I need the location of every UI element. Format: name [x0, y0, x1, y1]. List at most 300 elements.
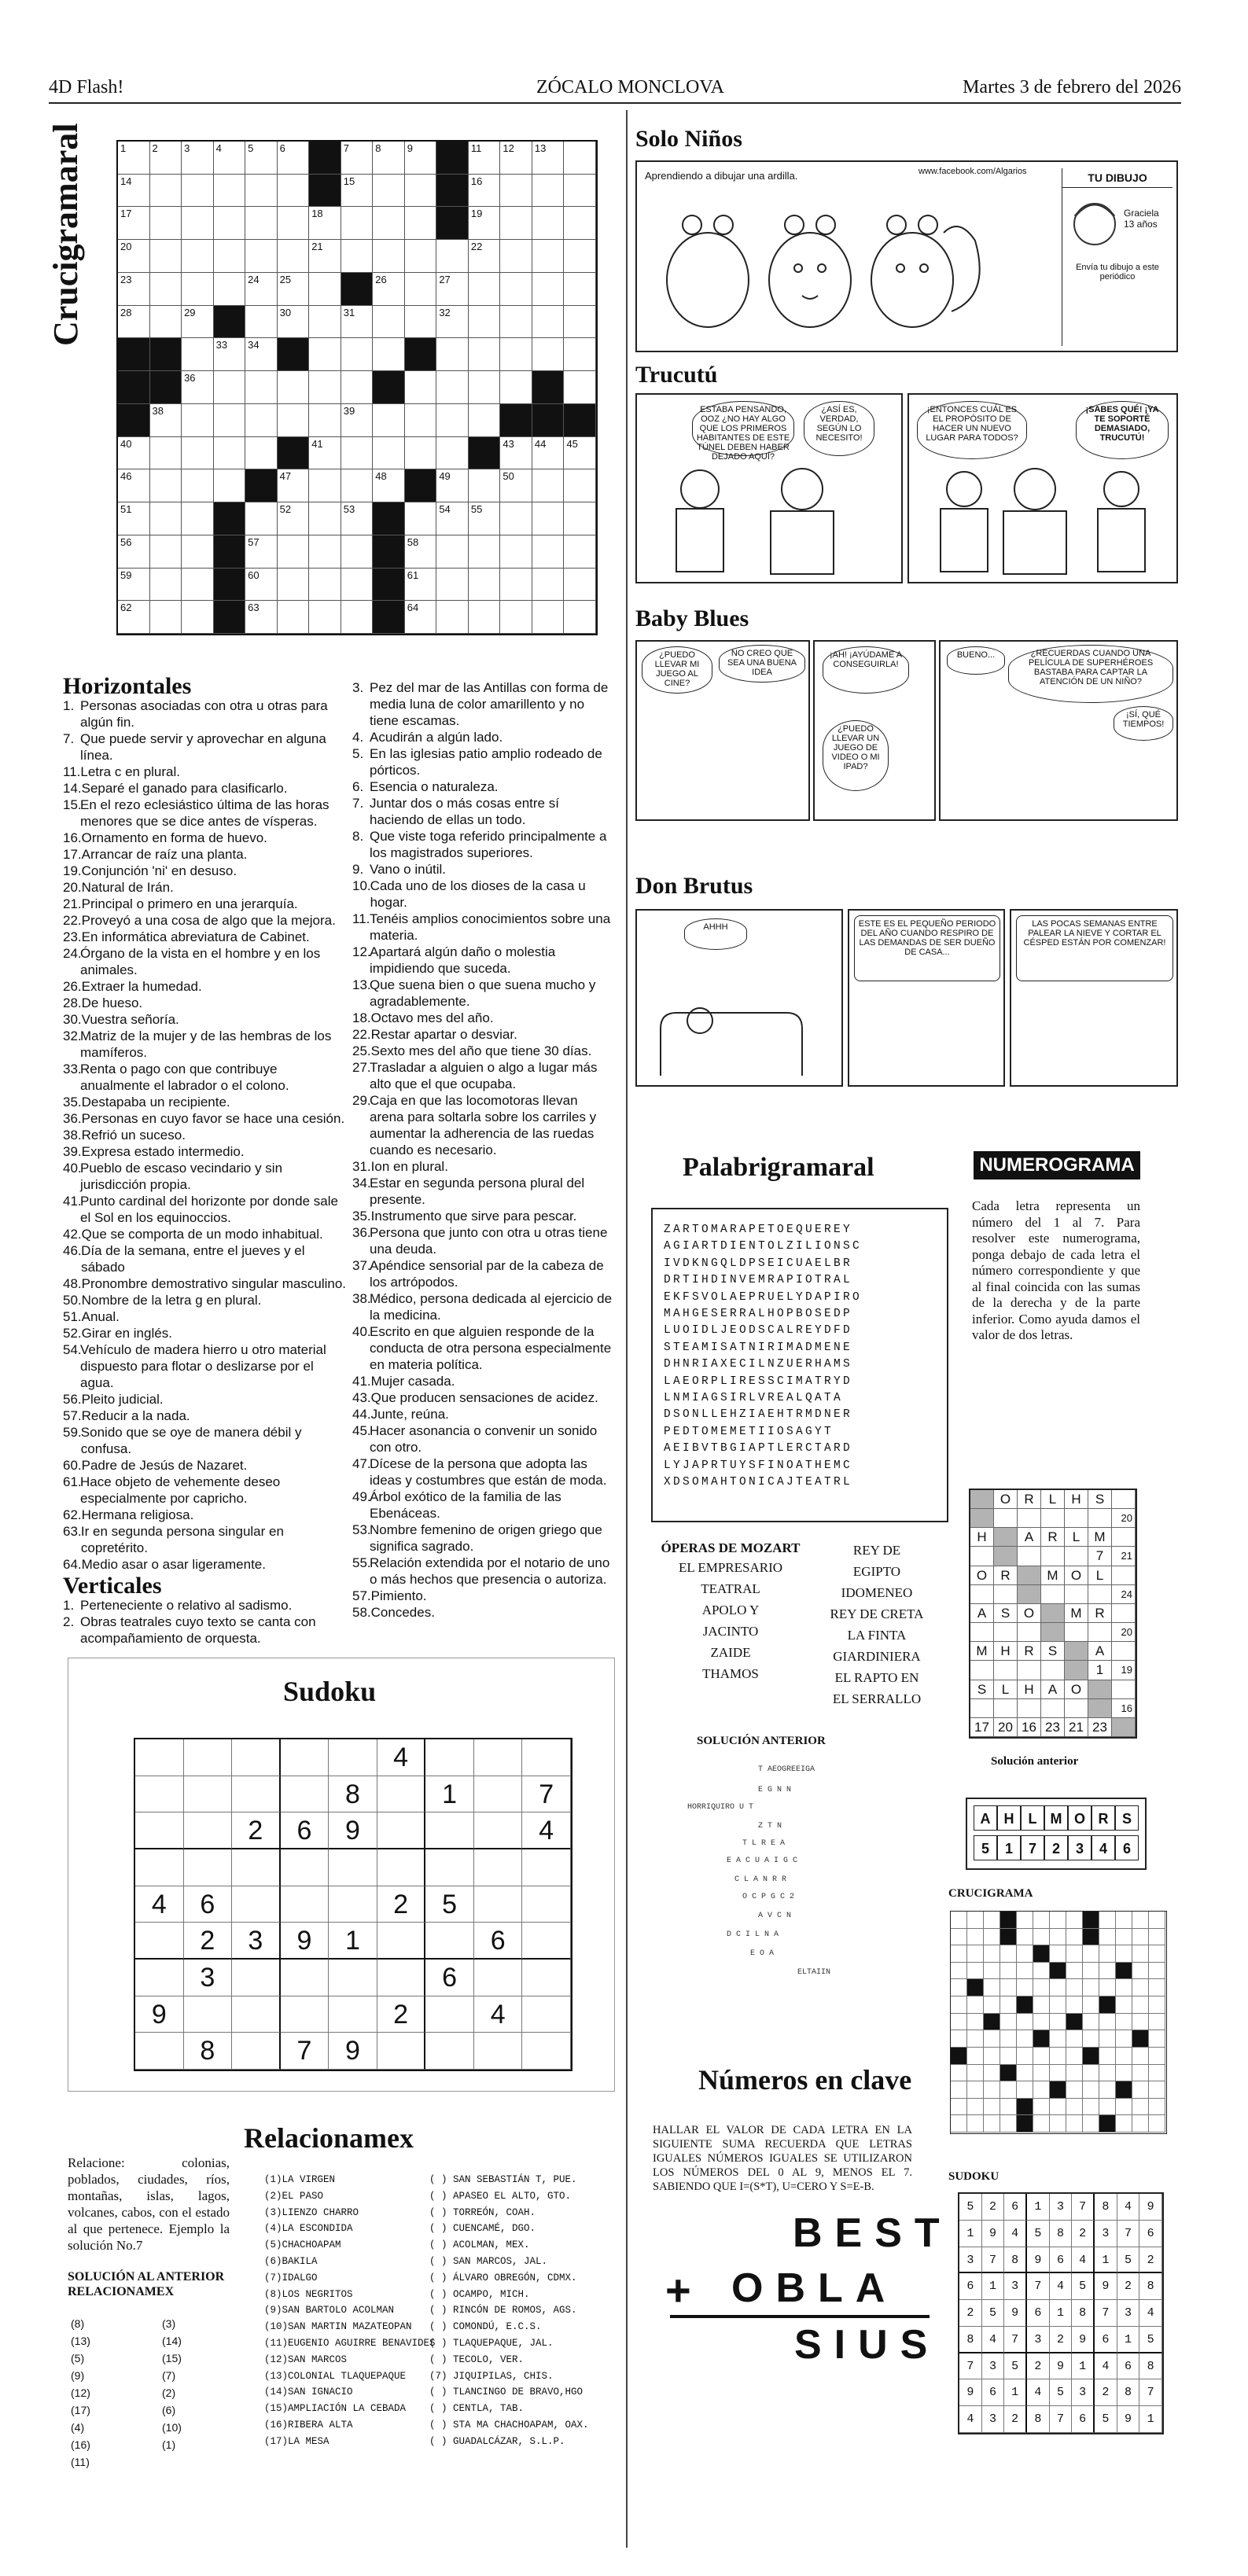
- crossword-cell[interactable]: [150, 601, 182, 634]
- sudoku-cell[interactable]: [281, 1996, 329, 2033]
- sudoku-cell[interactable]: [135, 1776, 184, 1813]
- numerograma-cell[interactable]: [994, 1585, 1018, 1604]
- crossword-cell[interactable]: [564, 569, 596, 602]
- crossword-cell[interactable]: [500, 535, 532, 569]
- crossword-cell[interactable]: [150, 306, 182, 339]
- crossword-cell[interactable]: [182, 437, 214, 470]
- sudoku-cell[interactable]: [135, 1849, 184, 1886]
- numerograma-cell[interactable]: [1018, 1547, 1041, 1566]
- crossword-cell[interactable]: [150, 207, 182, 240]
- sudoku-cell[interactable]: [425, 1739, 474, 1776]
- crossword-cell[interactable]: [564, 502, 596, 535]
- numerograma-cell[interactable]: [994, 1547, 1018, 1566]
- sudoku-cell[interactable]: [281, 1776, 329, 1813]
- numerograma-cell[interactable]: H: [970, 1528, 994, 1547]
- sudoku-cell[interactable]: [184, 1739, 233, 1776]
- numerograma-cell[interactable]: [1088, 1623, 1112, 1642]
- sudoku-cell[interactable]: [377, 2033, 426, 2070]
- crossword-cell[interactable]: [278, 535, 310, 569]
- numerograma-cell[interactable]: O: [1065, 1566, 1088, 1585]
- crossword-cell[interactable]: [245, 240, 278, 273]
- crossword-cell[interactable]: [182, 142, 214, 175]
- crossword-cell[interactable]: [469, 535, 501, 569]
- sudoku-cell[interactable]: [135, 1739, 184, 1776]
- crossword-cell[interactable]: [564, 306, 596, 339]
- crossword-cell[interactable]: [245, 437, 278, 470]
- crossword-cell[interactable]: [245, 601, 278, 634]
- crossword-cell[interactable]: [564, 240, 596, 273]
- numerograma-cell[interactable]: 24: [1112, 1585, 1136, 1604]
- crossword-cell[interactable]: [532, 469, 565, 502]
- sudoku-cell[interactable]: [474, 1776, 523, 1813]
- crossword-cell[interactable]: [182, 338, 214, 371]
- crossword-cell[interactable]: [309, 371, 341, 404]
- crossword-cell[interactable]: [150, 404, 182, 437]
- numerograma-cell[interactable]: 16: [1112, 1699, 1136, 1718]
- crossword-cell[interactable]: [309, 240, 341, 273]
- crossword-cell[interactable]: [278, 306, 310, 339]
- numerograma-cell[interactable]: 19: [1112, 1661, 1136, 1680]
- crossword-cell[interactable]: [278, 469, 310, 502]
- sudoku-cell[interactable]: [522, 1849, 571, 1886]
- numerograma-cell[interactable]: [970, 1623, 994, 1642]
- crossword-cell[interactable]: [469, 502, 501, 535]
- sudoku-cell[interactable]: [474, 1812, 523, 1849]
- numerograma-cell[interactable]: 21: [1065, 1718, 1088, 1737]
- numerograma-cell[interactable]: R: [994, 1566, 1018, 1585]
- numerograma-cell[interactable]: L: [1041, 1490, 1065, 1509]
- sudoku-cell[interactable]: [184, 1812, 233, 1849]
- crossword-cell[interactable]: [182, 404, 214, 437]
- word-search-grid[interactable]: [653, 1209, 947, 1504]
- numerograma-cell[interactable]: M: [1041, 1566, 1065, 1585]
- crossword-cell[interactable]: [436, 502, 469, 535]
- crossword-cell[interactable]: [182, 371, 214, 404]
- sudoku-cell[interactable]: [474, 1960, 523, 1996]
- crossword-cell[interactable]: [341, 469, 374, 502]
- crossword-cell[interactable]: [436, 240, 469, 273]
- numerograma-cell[interactable]: [1112, 1680, 1136, 1699]
- crossword-cell[interactable]: [341, 569, 374, 602]
- crossword-cell[interactable]: [373, 175, 405, 208]
- crossword-cell[interactable]: [309, 404, 341, 437]
- numerograma-cell[interactable]: A: [1041, 1680, 1065, 1699]
- numerograma-cell[interactable]: [1065, 1699, 1088, 1718]
- crossword-cell[interactable]: [341, 404, 374, 437]
- crossword-cell[interactable]: [500, 306, 532, 339]
- numerograma-cell[interactable]: R: [1018, 1642, 1041, 1661]
- sudoku-cell[interactable]: [425, 2033, 474, 2070]
- crossword-cell[interactable]: [405, 142, 437, 175]
- sudoku-cell[interactable]: [232, 1996, 281, 2033]
- crossword-cell[interactable]: [532, 569, 565, 602]
- crossword-cell[interactable]: [182, 569, 214, 602]
- crossword-cell[interactable]: [341, 371, 374, 404]
- numerograma-cell[interactable]: 7: [1088, 1547, 1112, 1566]
- numerograma-cell[interactable]: [1112, 1528, 1136, 1547]
- numerograma-cell[interactable]: [1041, 1604, 1065, 1623]
- sudoku-cell[interactable]: [377, 1960, 426, 1996]
- crossword-cell[interactable]: [278, 404, 310, 437]
- sudoku-cell[interactable]: [232, 1886, 281, 1923]
- crossword-cell[interactable]: [373, 469, 405, 502]
- crossword-cell[interactable]: [564, 437, 596, 470]
- numerograma-cell[interactable]: [1041, 1509, 1065, 1528]
- numerograma-cell[interactable]: [994, 1661, 1018, 1680]
- crossword-cell[interactable]: [405, 371, 437, 404]
- numerograma-cell[interactable]: H: [1018, 1680, 1041, 1699]
- crossword-cell[interactable]: [278, 175, 310, 208]
- crossword-cell[interactable]: [373, 437, 405, 470]
- crossword-cell[interactable]: [118, 175, 150, 208]
- crossword-cell[interactable]: [245, 569, 278, 602]
- crossword-cell[interactable]: [436, 306, 469, 339]
- crossword-cell[interactable]: [532, 240, 565, 273]
- crossword-cell[interactable]: [214, 469, 246, 502]
- crossword-cell[interactable]: [309, 469, 341, 502]
- crossword-cell[interactable]: [436, 535, 469, 569]
- crossword-cell[interactable]: [405, 273, 437, 306]
- crossword-cell[interactable]: [118, 142, 150, 175]
- numerograma-cell[interactable]: [1018, 1566, 1041, 1585]
- crossword-cell[interactable]: [436, 338, 469, 371]
- crossword-cell[interactable]: [405, 601, 437, 634]
- sudoku-cell[interactable]: [184, 1776, 233, 1813]
- crossword-cell[interactable]: [245, 273, 278, 306]
- numerograma-cell[interactable]: M: [970, 1642, 994, 1661]
- crossword-cell[interactable]: [182, 601, 214, 634]
- numerograma-cell[interactable]: [970, 1547, 994, 1566]
- crossword-cell[interactable]: [214, 273, 246, 306]
- crossword-cell[interactable]: [436, 273, 469, 306]
- numerograma-cell[interactable]: [994, 1509, 1018, 1528]
- numerograma-cell[interactable]: [994, 1623, 1018, 1642]
- sudoku-cell[interactable]: [522, 1739, 571, 1776]
- numerograma-cell[interactable]: H: [994, 1642, 1018, 1661]
- sudoku-cell[interactable]: [281, 1739, 329, 1776]
- sudoku-cell[interactable]: [281, 1849, 329, 1886]
- numerograma-cell[interactable]: H: [1065, 1490, 1088, 1509]
- crossword-cell[interactable]: [500, 240, 532, 273]
- crossword-cell[interactable]: [118, 469, 150, 502]
- crossword-cell[interactable]: [214, 207, 246, 240]
- crossword-cell[interactable]: [532, 207, 565, 240]
- crossword-cell[interactable]: [564, 175, 596, 208]
- crossword-cell[interactable]: [469, 306, 501, 339]
- numerograma-cell[interactable]: [1041, 1547, 1065, 1566]
- numerograma-cell[interactable]: [1112, 1604, 1136, 1623]
- numerograma-cell[interactable]: 20: [1112, 1509, 1136, 1528]
- numerograma-cell[interactable]: [970, 1699, 994, 1718]
- crossword-cell[interactable]: [278, 142, 310, 175]
- crossword-cell[interactable]: [341, 502, 374, 535]
- sudoku-cell[interactable]: [281, 1960, 329, 1996]
- crossword-cell[interactable]: [309, 273, 341, 306]
- crossword-cell[interactable]: [182, 306, 214, 339]
- numerograma-cell[interactable]: A: [1088, 1642, 1112, 1661]
- crossword-cell[interactable]: [500, 601, 532, 634]
- crossword-cell[interactable]: [214, 371, 246, 404]
- crossword-cell[interactable]: [469, 404, 501, 437]
- crossword-cell[interactable]: [500, 569, 532, 602]
- numerograma-cell[interactable]: 23: [1088, 1718, 1112, 1737]
- crossword-cell[interactable]: [245, 404, 278, 437]
- crossword-cell[interactable]: [245, 175, 278, 208]
- crossword-cell[interactable]: [341, 240, 374, 273]
- numerograma-cell[interactable]: S: [1088, 1490, 1112, 1509]
- numerograma-cell[interactable]: L: [1065, 1528, 1088, 1547]
- sudoku-cell[interactable]: [135, 2033, 184, 2070]
- crossword-cell[interactable]: [309, 338, 341, 371]
- numerograma-cell[interactable]: [970, 1585, 994, 1604]
- crossword-cell[interactable]: [278, 207, 310, 240]
- sudoku-cell[interactable]: [135, 1960, 184, 1996]
- crossword-cell[interactable]: [245, 338, 278, 371]
- numerograma-cell[interactable]: S: [970, 1680, 994, 1699]
- crossword-cell[interactable]: [118, 569, 150, 602]
- sudoku-cell[interactable]: [522, 1996, 571, 2033]
- crossword-cell[interactable]: [500, 142, 532, 175]
- crossword-cell[interactable]: [469, 175, 501, 208]
- numerograma-cell[interactable]: M: [1065, 1604, 1088, 1623]
- crossword-cell[interactable]: [564, 535, 596, 569]
- numerograma-cell[interactable]: S: [994, 1604, 1018, 1623]
- crossword-cell[interactable]: [564, 338, 596, 371]
- sudoku-cell[interactable]: [232, 1849, 281, 1886]
- crossword-cell[interactable]: [564, 469, 596, 502]
- crossword-cell[interactable]: [373, 306, 405, 339]
- crossword-cell[interactable]: [182, 535, 214, 569]
- crossword-cell[interactable]: [309, 207, 341, 240]
- crossword-cell[interactable]: [532, 306, 565, 339]
- crossword-cell[interactable]: [436, 371, 469, 404]
- crossword-cell[interactable]: [405, 502, 437, 535]
- numerograma-cell[interactable]: R: [1088, 1604, 1112, 1623]
- crossword-cell[interactable]: [405, 306, 437, 339]
- crossword-cell[interactable]: [150, 240, 182, 273]
- crossword-cell[interactable]: [150, 142, 182, 175]
- sudoku-cell[interactable]: [377, 1812, 426, 1849]
- numerograma-cell[interactable]: [1088, 1699, 1112, 1718]
- crossword-cell[interactable]: [564, 601, 596, 634]
- crossword-cell[interactable]: [532, 175, 565, 208]
- numerograma-cell[interactable]: A: [1018, 1528, 1041, 1547]
- crossword-cell[interactable]: [309, 601, 341, 634]
- crossword-cell[interactable]: [118, 437, 150, 470]
- crossword-cell[interactable]: [278, 240, 310, 273]
- numerograma-cell[interactable]: [970, 1490, 994, 1509]
- crossword-cell[interactable]: [182, 240, 214, 273]
- numerograma-cell[interactable]: [1112, 1490, 1136, 1509]
- numerograma-cell[interactable]: O: [970, 1566, 994, 1585]
- crossword-cell[interactable]: [469, 569, 501, 602]
- crossword-cell[interactable]: [214, 175, 246, 208]
- sudoku-cell[interactable]: [232, 1960, 281, 1996]
- numerograma-cell[interactable]: [1088, 1680, 1112, 1699]
- numerograma-cell[interactable]: [1065, 1661, 1088, 1680]
- crossword-cell[interactable]: [500, 273, 532, 306]
- crossword-cell[interactable]: [564, 142, 596, 175]
- crossword-cell[interactable]: [564, 207, 596, 240]
- crossword-cell[interactable]: [532, 273, 565, 306]
- crossword-cell[interactable]: [564, 371, 596, 404]
- crossword-cell[interactable]: [150, 175, 182, 208]
- crossword-cell[interactable]: [373, 273, 405, 306]
- crossword-cell[interactable]: [118, 240, 150, 273]
- numerograma-cell[interactable]: [1041, 1585, 1065, 1604]
- crossword-cell[interactable]: [341, 601, 374, 634]
- crossword-cell[interactable]: [341, 207, 374, 240]
- numerograma-cell[interactable]: [1065, 1509, 1088, 1528]
- numerograma-cell[interactable]: L: [1088, 1566, 1112, 1585]
- sudoku-cell[interactable]: [377, 1923, 426, 1960]
- sudoku-cell[interactable]: [377, 1776, 426, 1813]
- sudoku-cell[interactable]: [329, 1849, 377, 1886]
- numerograma-cell[interactable]: [1088, 1585, 1112, 1604]
- crossword-cell[interactable]: [214, 437, 246, 470]
- sudoku-cell[interactable]: [184, 1849, 233, 1886]
- crossword-cell[interactable]: [500, 175, 532, 208]
- crossword-cell[interactable]: [405, 240, 437, 273]
- sudoku-cell[interactable]: [329, 1886, 377, 1923]
- numerograma-cell[interactable]: [1112, 1566, 1136, 1585]
- crossword-cell[interactable]: [469, 338, 501, 371]
- sudoku-cell[interactable]: [522, 1960, 571, 1996]
- numerograma-cell[interactable]: 17: [970, 1718, 994, 1737]
- crossword-cell[interactable]: [245, 207, 278, 240]
- numerograma-cell[interactable]: [1041, 1623, 1065, 1642]
- crossword-cell[interactable]: [245, 371, 278, 404]
- crossword-cell[interactable]: [373, 338, 405, 371]
- numerograma-cell[interactable]: [970, 1509, 994, 1528]
- sudoku-cell[interactable]: [329, 1996, 377, 2033]
- numerograma-cell[interactable]: [1041, 1699, 1065, 1718]
- crossword-cell[interactable]: [214, 240, 246, 273]
- sudoku-cell[interactable]: [425, 1849, 474, 1886]
- crossword-cell[interactable]: [405, 175, 437, 208]
- crossword-cell[interactable]: [309, 535, 341, 569]
- crossword-cell[interactable]: [373, 142, 405, 175]
- sudoku-cell[interactable]: [425, 1996, 474, 2033]
- sudoku-cell[interactable]: [425, 1923, 474, 1960]
- numerograma-cell[interactable]: [1112, 1718, 1136, 1737]
- crossword-cell[interactable]: [245, 142, 278, 175]
- numerograma-cell[interactable]: [1018, 1661, 1041, 1680]
- numerograma-cell[interactable]: [1018, 1623, 1041, 1642]
- sudoku-cell[interactable]: [425, 1812, 474, 1849]
- sudoku-cell[interactable]: [232, 1776, 281, 1813]
- crossword-cell[interactable]: [469, 469, 501, 502]
- numerograma-grid[interactable]: [969, 1489, 1137, 1739]
- crossword-cell[interactable]: [118, 306, 150, 339]
- crossword-cell[interactable]: [150, 437, 182, 470]
- numerograma-cell[interactable]: O: [994, 1490, 1018, 1509]
- crossword-cell[interactable]: [469, 207, 501, 240]
- numerograma-cell[interactable]: [1088, 1509, 1112, 1528]
- crossword-cell[interactable]: [118, 601, 150, 634]
- sudoku-cell[interactable]: [329, 1960, 377, 1996]
- crossword-cell[interactable]: [245, 535, 278, 569]
- crossword-cell[interactable]: [341, 338, 374, 371]
- crossword-cell[interactable]: [118, 535, 150, 569]
- sudoku-cell[interactable]: [474, 2033, 523, 2070]
- crossword-cell[interactable]: [532, 142, 565, 175]
- sudoku-cell[interactable]: [232, 2033, 281, 2070]
- crossword-cell[interactable]: [150, 535, 182, 569]
- numerograma-cell[interactable]: [1065, 1642, 1088, 1661]
- crossword-cell[interactable]: [118, 502, 150, 535]
- crossword-cell[interactable]: [405, 404, 437, 437]
- crossword-cell[interactable]: [500, 338, 532, 371]
- numerograma-cell[interactable]: R: [1018, 1490, 1041, 1509]
- crossword-cell[interactable]: [500, 469, 532, 502]
- numerograma-cell[interactable]: [994, 1699, 1018, 1718]
- crossword-cell[interactable]: [341, 175, 374, 208]
- crossword-cell[interactable]: [150, 502, 182, 535]
- crossword-cell[interactable]: [278, 273, 310, 306]
- numerograma-cell[interactable]: [1112, 1642, 1136, 1661]
- crossword-cell[interactable]: [469, 601, 501, 634]
- numerograma-cell[interactable]: [1065, 1547, 1088, 1566]
- crossword-cell[interactable]: [469, 371, 501, 404]
- numerograma-cell[interactable]: 20: [994, 1718, 1018, 1737]
- numerograma-cell[interactable]: L: [994, 1680, 1018, 1699]
- numerograma-cell[interactable]: [1065, 1585, 1088, 1604]
- crossword-cell[interactable]: [182, 502, 214, 535]
- crossword-cell[interactable]: [532, 535, 565, 569]
- crossword-cell[interactable]: [118, 207, 150, 240]
- crossword-cell[interactable]: [309, 569, 341, 602]
- crossword-cell[interactable]: [278, 502, 310, 535]
- crossword-cell[interactable]: [150, 273, 182, 306]
- sudoku-cell[interactable]: [522, 1923, 571, 1960]
- crossword-cell[interactable]: [469, 142, 501, 175]
- crossword-cell[interactable]: [500, 502, 532, 535]
- crossword-grid[interactable]: [116, 140, 598, 635]
- numerograma-cell[interactable]: R: [1041, 1528, 1065, 1547]
- crossword-cell[interactable]: [532, 437, 565, 470]
- crossword-cell[interactable]: [436, 437, 469, 470]
- numerograma-cell[interactable]: A: [970, 1604, 994, 1623]
- crossword-cell[interactable]: [245, 502, 278, 535]
- crossword-cell[interactable]: [214, 338, 246, 371]
- numerograma-cell[interactable]: O: [1065, 1680, 1088, 1699]
- numerograma-cell[interactable]: O: [1018, 1604, 1041, 1623]
- crossword-cell[interactable]: [214, 404, 246, 437]
- crossword-cell[interactable]: [309, 306, 341, 339]
- numerograma-cell[interactable]: 21: [1112, 1547, 1136, 1566]
- numerograma-cell[interactable]: 20: [1112, 1623, 1136, 1642]
- numerograma-cell[interactable]: 16: [1018, 1718, 1041, 1737]
- crossword-cell[interactable]: [532, 502, 565, 535]
- crossword-cell[interactable]: [278, 601, 310, 634]
- crossword-cell[interactable]: [341, 142, 374, 175]
- sudoku-cell[interactable]: [474, 1849, 523, 1886]
- crossword-cell[interactable]: [309, 437, 341, 470]
- crossword-cell[interactable]: [405, 569, 437, 602]
- sudoku-grid[interactable]: [134, 1738, 572, 2071]
- numerograma-cell[interactable]: M: [1088, 1528, 1112, 1547]
- numerograma-cell[interactable]: [970, 1661, 994, 1680]
- crossword-cell[interactable]: [436, 469, 469, 502]
- crossword-cell[interactable]: [436, 601, 469, 634]
- crossword-cell[interactable]: [500, 371, 532, 404]
- crossword-cell[interactable]: [373, 240, 405, 273]
- crossword-cell[interactable]: [150, 469, 182, 502]
- crossword-cell[interactable]: [214, 142, 246, 175]
- sudoku-cell[interactable]: [329, 1739, 377, 1776]
- numerograma-cell[interactable]: [1065, 1623, 1088, 1642]
